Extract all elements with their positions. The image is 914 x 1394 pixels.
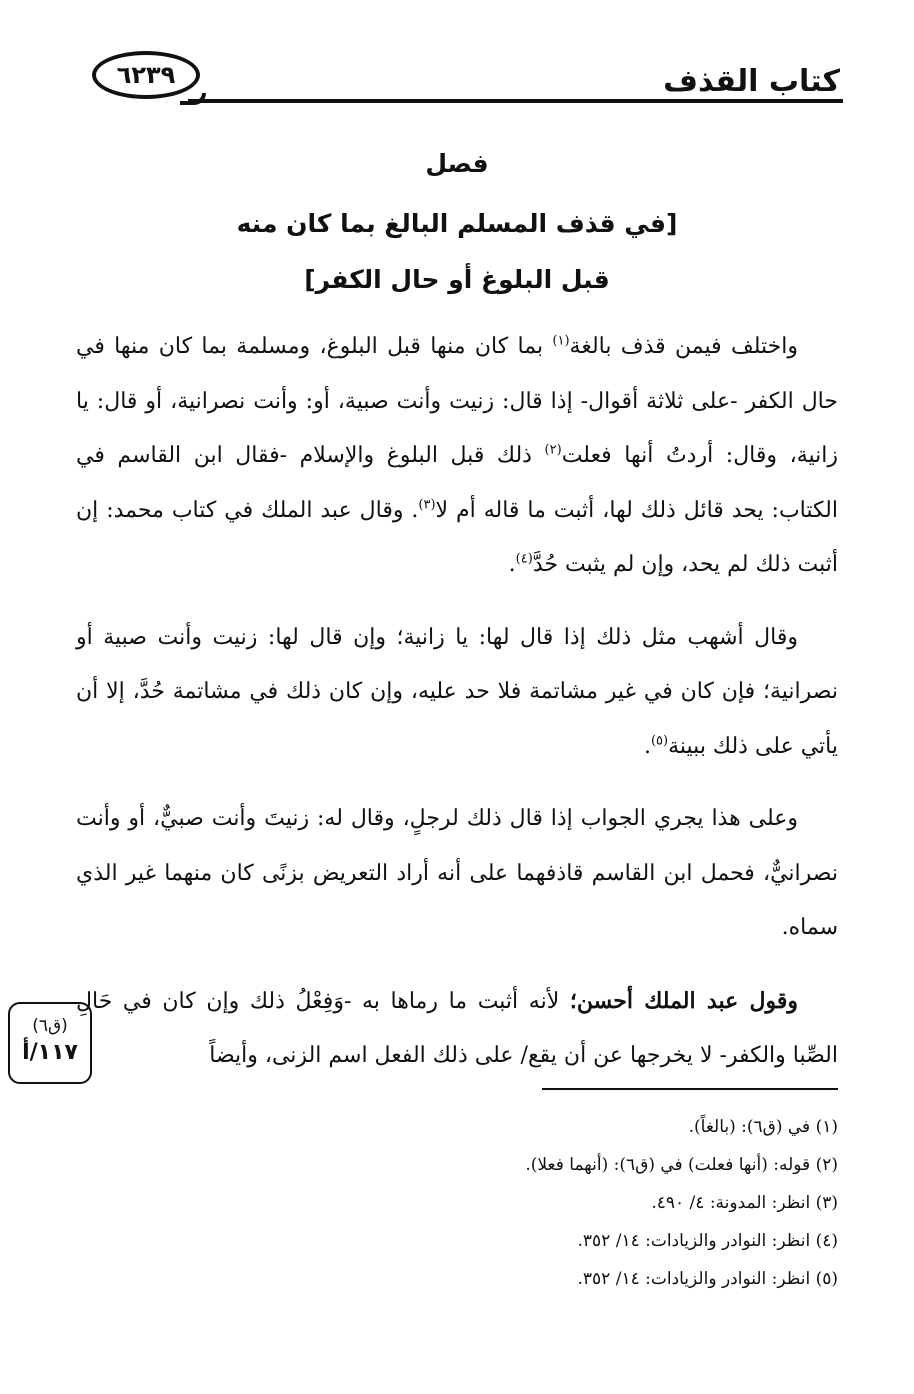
- paragraph: [76, 320, 838, 593]
- footnote-marker: (٢): [544, 442, 562, 458]
- footnote-marker: (١): [552, 333, 570, 349]
- manuscript-siglum: (ق٦): [32, 1016, 68, 1036]
- paragraph-text: ذلك قبل البلوغ والإسلام -فقال ابن القاسم في الكتاب: يحد قائل ذلك لها، أثبت ما قاله أم لا: [76, 443, 838, 523]
- paragraph-text: وقال أشهب مثل ذلك إذا قال لها: يا زانية؛ وإن قال لها: زنيت وأنت صبية أو نصرانية؛ فإن كان في غير مشاتمة فلا حد عليه، وإن كان ذلك في مشاتمة حُدَّ، إلا أن يأتي على ذلك ببينة: [76, 624, 838, 759]
- footnote-3: (٣) انظر: المدونة: ٤/ ٤٩٠.: [651, 1193, 838, 1213]
- paragraph: [76, 611, 838, 775]
- footnote-5: (٥) انظر: النوادر والزيادات: ١٤/ ٣٥٢.: [577, 1269, 838, 1289]
- page-number-badge: [92, 51, 200, 99]
- paragraph-text: بما كان منها قبل البلوغ، ومسلمة بما كان منها في حال الكفر -على ثلاثة أقوال- إذا قال: زنيت وأنت صبية، أو: وأنت نصرانية، أو قال: يا زانية، وقال: أردتُ أنها فعلت: [76, 334, 838, 468]
- paragraph-text: واختلف فيمن قذف بالغة: [569, 334, 798, 359]
- footnote-2: (٢) قوله: (أنها فعلت) في (ق٦): (أنهما فعلا).: [525, 1155, 838, 1175]
- paragraph: [76, 974, 838, 1084]
- section-heading: فصل: [425, 149, 489, 178]
- page-number-badge-tail: [180, 93, 206, 105]
- footnote-marker: (٤): [515, 551, 533, 567]
- section-subtitle-line-1: [في قذف المسلم البالغ بما كان منه: [236, 209, 678, 238]
- footnotes: [76, 1108, 838, 1298]
- section-subtitle-line-2: قبل البلوغ أو حال الكفر]: [304, 265, 610, 294]
- paragraph-text: وعلى هذا يجري الجواب إذا قال ذلك لرجلٍ، وقال له: زنيتَ وأنت صبيٌّ، أو وأنت نصرانيٌّ، فحمل ابن القاسم قاذفهما على أنه أراد التعريض بزنًى كان منهما غير الذي سماه.: [76, 806, 838, 940]
- manuscript-folio: ١١٧/أ: [22, 1040, 78, 1065]
- paragraph: [76, 792, 838, 956]
- manuscript-folio-note: [8, 1002, 92, 1084]
- footnote-4: (٤) انظر: النوادر والزيادات: ١٤/ ٣٥٢.: [577, 1231, 838, 1251]
- paragraph-text: لأنه أثبت ما رماها به -وَفِعْلُ ذلك وإن كان في حَالِ الصِّبا والكفر- لا يخرجها عن أن يقع/ على ذلك الفعل اسم الزنى، وأيضاً: [76, 988, 838, 1068]
- page-number: ٦٢٣٩: [116, 61, 176, 89]
- footnote-1: (١) في (ق٦): (بالغاً).: [688, 1117, 838, 1137]
- footnote-marker: (٣): [418, 497, 436, 513]
- header-rule: [188, 99, 843, 103]
- paragraph-text: .: [643, 733, 651, 759]
- paragraph-text: . وقال عبد الملك في كتاب محمد: إن أثبت ذلك لم يحد، وإن لم يثبت حُدَّ: [76, 497, 838, 577]
- body-text: [76, 320, 838, 1102]
- footnote-marker: (٥): [650, 733, 669, 749]
- running-header-title: كتاب القذف: [663, 64, 840, 99]
- paragraph-text: .: [508, 552, 516, 577]
- footnote-separator: [542, 1088, 838, 1090]
- paragraph-bold-lead: وقول عبد الملك أحسن؛: [569, 987, 799, 1014]
